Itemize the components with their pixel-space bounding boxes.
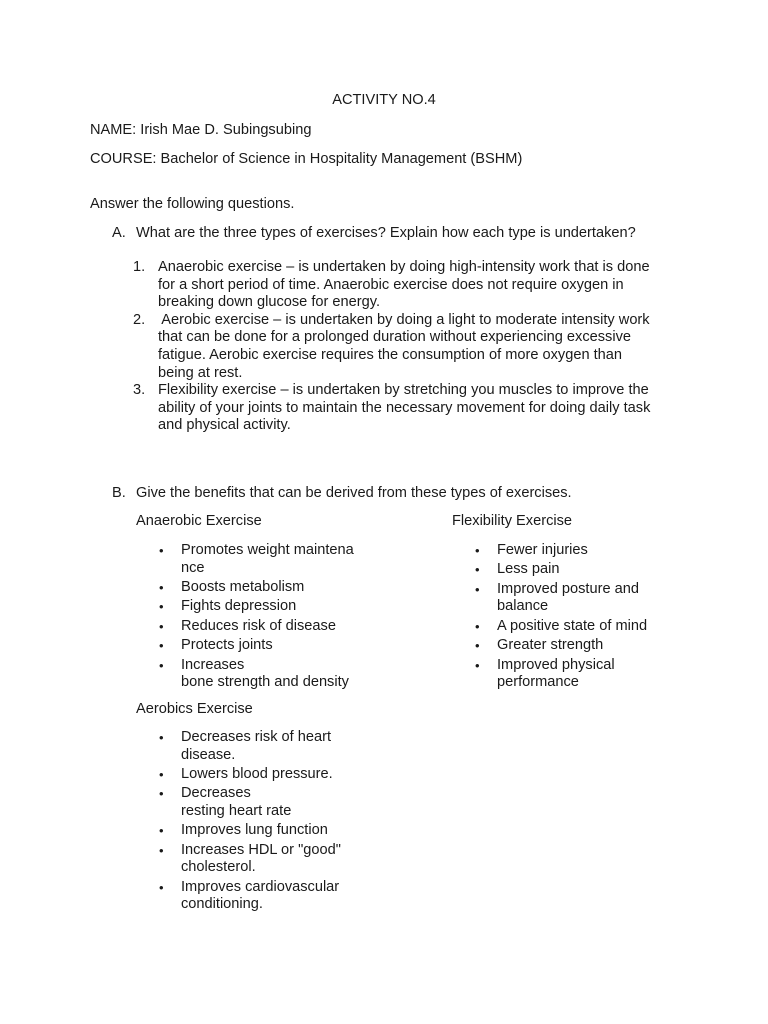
name-line: NAME: Irish Mae D. Subingsubing [90, 122, 312, 138]
list-item-text: performance [497, 674, 579, 691]
list-item-text: • Fewer injuries [497, 542, 588, 558]
list-item-text: nce [181, 559, 205, 576]
list-item [158, 729, 388, 764]
list-item-text: • Improves cardiovascular [181, 878, 340, 895]
answer-number: 2. [133, 311, 146, 328]
question-a-text: What are the three types of exercises? Explain how each type is undertaken? [136, 225, 636, 241]
aerobics-heading: Aerobics Exercise [136, 701, 253, 717]
course-line: COURSE: Bachelor of Science in Hospitality Management (BSHM) [90, 151, 523, 167]
list-item-text: • Lowers blood pressure. [181, 765, 333, 782]
list-item [474, 581, 704, 616]
flexibility-heading: Flexibility Exercise [452, 513, 573, 529]
list-item-text: • Improved posture and [497, 580, 639, 597]
answer-item-1 [133, 259, 693, 312]
answer-line: Aerobic exercise – is undertaken by doing a light to moderate intensity work [158, 311, 650, 328]
list-item [474, 561, 704, 579]
list-item-text: • Improved physical [497, 656, 615, 673]
question-b-text: Give the benefits that can be derived from these types of exercises. [136, 485, 572, 501]
list-item [158, 657, 388, 692]
answer-number: 3. [133, 382, 146, 399]
list-item [158, 542, 388, 577]
list-item-text: disease. [181, 746, 236, 763]
question-b-heading [112, 485, 572, 503]
page-title: ACTIVITY NO.4 [332, 92, 436, 108]
list-item-text: • A positive state of mind [497, 617, 648, 634]
list-item-text: bone strength and density [181, 674, 349, 691]
answer-line: fatigue. Aerobic exercise requires the consumption of more oxygen than [158, 346, 623, 363]
list-item-text: • Protects joints [181, 637, 273, 654]
list-item [158, 842, 388, 877]
list-item-text: • Promotes weight maintena [181, 542, 354, 558]
answer-item-2 [133, 312, 693, 382]
answer-line: and physical activity. [158, 417, 291, 434]
list-item-text: • Increases [181, 656, 245, 673]
list-item [158, 785, 388, 820]
list-item-text: • Reduces risk of disease [181, 617, 336, 634]
answer-line: ability of your joints to maintain the necessary movement for doing daily task [158, 399, 651, 416]
list-item-text: cholesterol. [181, 859, 256, 876]
list-item [158, 822, 388, 840]
anaerobic-heading: Anaerobic Exercise [136, 513, 262, 529]
question-b-label: B. [112, 485, 126, 501]
list-item [474, 657, 704, 692]
list-item [158, 579, 388, 597]
answer-list-a [133, 259, 693, 435]
list-item-text: • Greater strength [497, 637, 604, 654]
list-item [474, 542, 704, 560]
list-item [158, 879, 388, 914]
list-item [158, 766, 388, 784]
list-item-text: • Decreases risk of heart [181, 729, 332, 745]
answer-line: being at rest. [158, 364, 243, 381]
list-item [158, 598, 388, 616]
list-item-text: conditioning. [181, 896, 263, 913]
list-item [158, 618, 388, 636]
anaerobic-benefits-list [158, 542, 388, 694]
list-item-text: • Boosts metabolism [181, 578, 305, 595]
list-item-text: • Decreases [181, 785, 251, 802]
list-item-text: balance [497, 598, 549, 615]
list-item-text: • Improves lung function [181, 822, 328, 839]
list-item-text: resting heart rate [181, 802, 292, 819]
instruction-text: Answer the following questions. [90, 196, 295, 212]
answer-number: 1. [133, 259, 146, 275]
list-item-text: • Increases HDL or "good" [181, 841, 341, 858]
list-item [474, 637, 704, 655]
aerobics-benefits-list [158, 729, 388, 916]
answer-line: for a short period of time. Anaerobic exercise does not require oxygen in [158, 276, 624, 293]
list-item [474, 618, 704, 636]
list-item [158, 637, 388, 655]
list-item-text: • Less pain [497, 561, 560, 578]
answer-line: breaking down glucose for energy. [158, 294, 381, 311]
answer-line: Flexibility exercise – is undertaken by stretching you muscles to improve the [158, 382, 649, 399]
question-a-label: A. [112, 225, 126, 241]
list-item-text: • Fights depression [181, 598, 297, 615]
answer-line: Anaerobic exercise – is undertaken by doing high-intensity work that is done [158, 259, 650, 275]
question-a-heading [112, 225, 636, 243]
answer-line: that can be done for a prolonged duration without experiencing excessive [158, 329, 631, 346]
answer-item-3 [133, 382, 693, 435]
flexibility-benefits-list [474, 542, 704, 694]
